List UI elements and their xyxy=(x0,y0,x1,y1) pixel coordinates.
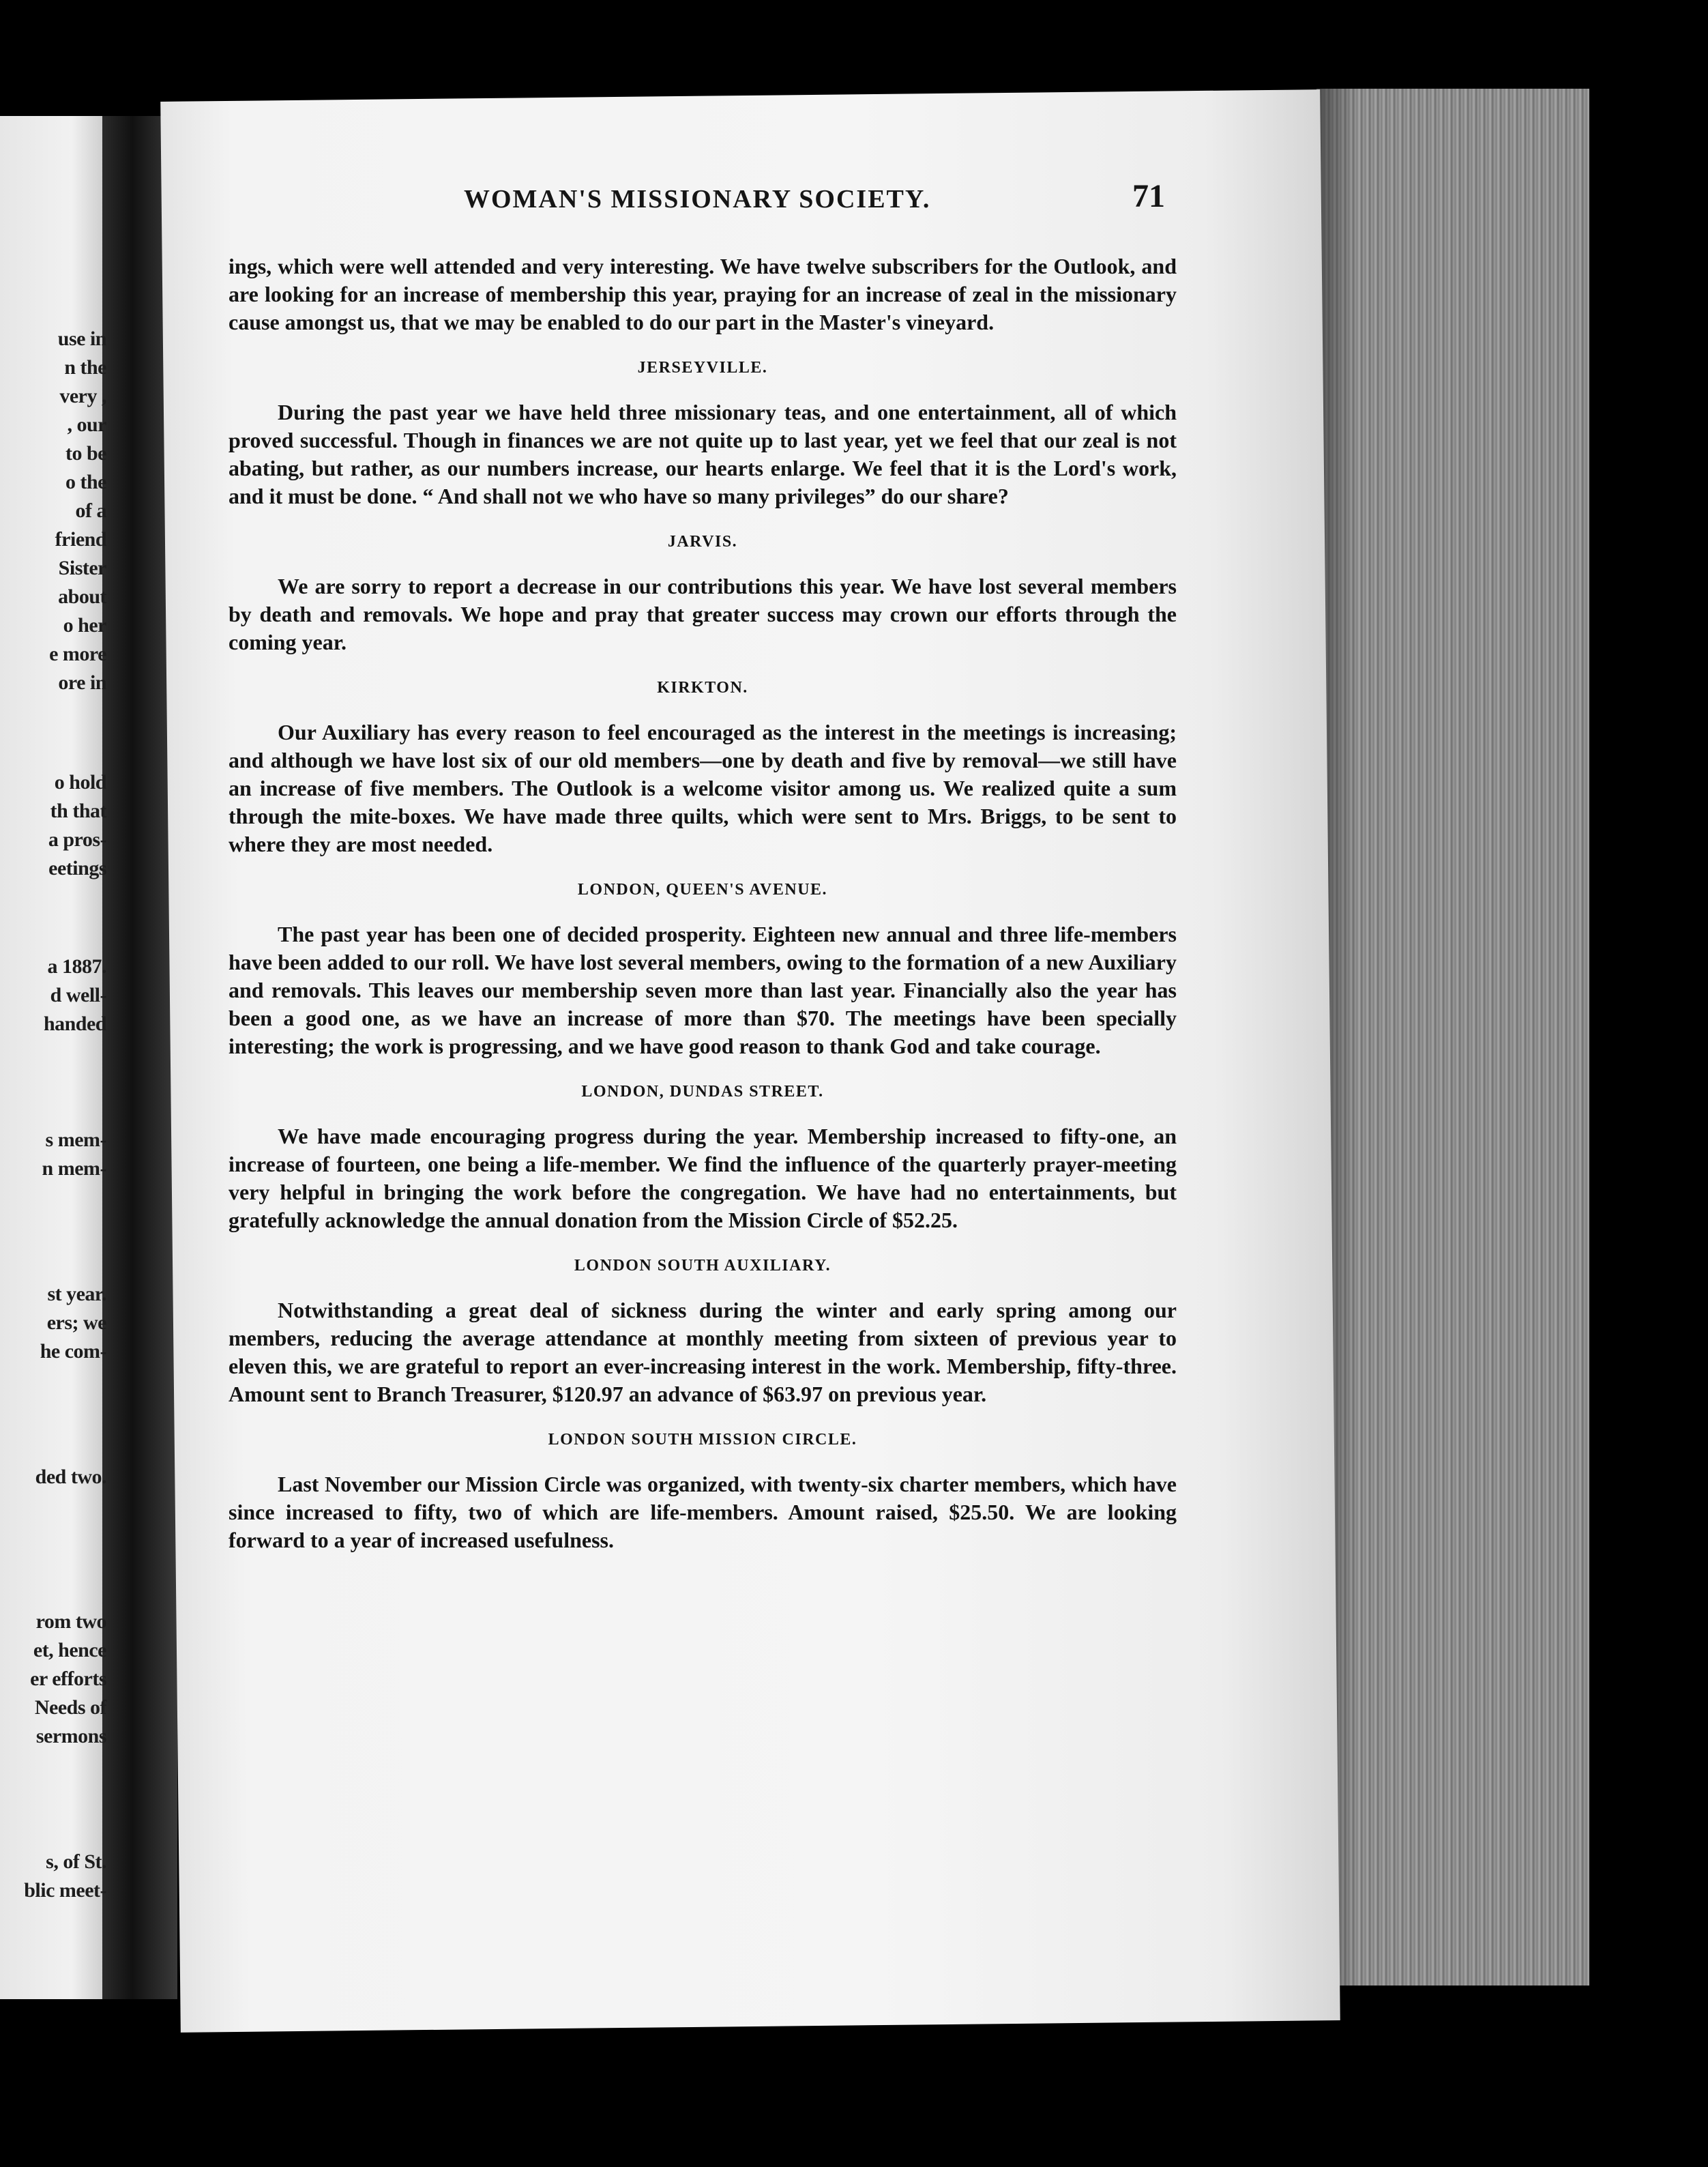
section-heading-london-south-auxiliary: LONDON SOUTH AUXILIARY. xyxy=(574,1257,831,1275)
left-page-line: s, of St. xyxy=(46,1850,106,1873)
section-london-dundas-street-text: We have made encouraging progress during the year. Membership increased to fifty-one, an increase of fourteen, one being a life-member. We find the influence of the quarterly prayer-meeting very helpful in bringing the work before the congregation. We have had no entertainments, but gratefully acknowledge the annual donation from the Mission Circle of $52.25. xyxy=(229,1124,1177,1232)
section-0-text: ings, which were well attended and very interesting. We have twelve subscribers for the Outlook, and are looking for an increase of membership this year, praying for an increase of zeal in the missionary cause amongst us, that we may be enabled to do our part in the Master's vineyard. xyxy=(229,254,1177,334)
left-page-line: blic meet- xyxy=(24,1879,106,1902)
left-page-line: n mem- xyxy=(42,1157,106,1180)
left-page-line: about xyxy=(58,585,106,608)
left-page-line: e more xyxy=(49,643,106,665)
left-page-line: et, hence xyxy=(33,1639,106,1661)
section-heading-jerseyville: JERSEYVILLE. xyxy=(637,359,768,377)
left-page-line: s mem- xyxy=(45,1129,106,1151)
section-heading-jarvis: JARVIS. xyxy=(667,533,738,551)
left-page-line: handed xyxy=(43,1013,106,1035)
section-jarvis-text: We are sorry to report a decrease in our contributions this year. We have lost several members by death and removals. We hope and pray that greater success may crown our efforts through the coming year. xyxy=(229,574,1177,654)
left-page-line: a pros- xyxy=(48,828,106,851)
section-heading-kirkton: KIRKTON. xyxy=(657,679,748,697)
left-page-line: ore in xyxy=(58,671,106,694)
section-london-queens-avenue-text: The past year has been one of decided prosperity. Eighteen new annual and three life-members have been added to our roll. We have lost several members, owing to the formation of a new Auxiliary and removals. This leaves our membership seven more than last year. Financially also the year has been a good one, as we have an increase of more than $70. The meetings have been specially interesting; the work is progressing, and we have good reason to thank God and take courage. xyxy=(229,922,1177,1058)
left-page-line: of a xyxy=(75,499,106,522)
left-page-line: o hold xyxy=(54,771,106,794)
left-page-line: very , xyxy=(59,385,106,407)
left-page-line: ers; we xyxy=(46,1311,106,1334)
section-heading-london-dundas-street: LONDON, DUNDAS STREET. xyxy=(581,1083,824,1101)
left-page-line: he com- xyxy=(40,1340,106,1363)
left-page-line: friend xyxy=(55,528,106,551)
section-kirkton-text: Our Auxiliary has every reason to feel encouraged as the interest in the meetings is increasing; and although we have lost six of our old members—one by death and five by removal—we still have an increase of five members. The Outlook is a welcome visitor among us. We realized quite a sum through the mite-boxes. We have made three quilts, which were sent to Mrs. Briggs, to be sent to where they are most needed. xyxy=(229,720,1177,856)
left-page-line: sermons xyxy=(35,1725,106,1747)
running-title: WOMAN'S MISSIONARY SOCIETY. xyxy=(464,185,931,214)
section-heading-london-queens-avenue: LONDON, QUEEN'S AVENUE. xyxy=(577,881,828,899)
page-header xyxy=(171,178,1166,225)
page-body xyxy=(229,252,1177,1554)
page-number: 71 xyxy=(1132,178,1165,214)
section-jerseyville-text: During the past year we have held three missionary teas, and one entertainment, all of which proved successful. Though in finances we are not quite up to last year, yet we feel that our zeal is not abating, but rather, as our numbers increase, our hearts enlarge. We feel that it is the Lord's work, and it must be done. “ And shall not we who have so many privileges” do our share? xyxy=(229,400,1177,508)
page-edges xyxy=(1316,89,1589,1986)
left-page-line: o her xyxy=(63,614,106,637)
left-page-line: o the xyxy=(65,471,106,493)
left-page-line: st year. xyxy=(47,1283,106,1305)
section-london-south-auxiliary-text: Notwithstanding a great deal of sickness during the winter and early spring among our members, reducing the average attendance at monthly meeting from sixteen of previous year to eleven this, we are grateful to report an ever-increasing interest in the work. Membership, fifty-three. Amount sent to Branch Treasurer, $120.97 an advance of $63.97 on previous year. xyxy=(229,1298,1177,1406)
left-page-line: use in xyxy=(57,328,106,350)
left-page-line: th that xyxy=(50,800,106,822)
left-page-line: eetings xyxy=(48,857,106,879)
left-page-line: n the xyxy=(64,356,106,379)
left-page-line: ded two. xyxy=(35,1466,106,1488)
left-page-line: er efforts xyxy=(30,1668,106,1690)
section-london-south-mission-circle-text: Last November our Mission Circle was organized, with twenty-six charter members, which have since increased to fifty, two of which are life-members. Amount raised, $25.50. We are looking forward to a year of increased usefulness. xyxy=(229,1472,1177,1552)
left-page-line: , our xyxy=(67,413,106,436)
left-page-line: Needs of xyxy=(34,1696,106,1719)
left-page-line: rom two xyxy=(35,1610,106,1633)
left-page-line: Sister xyxy=(58,557,106,579)
left-page-line: a 1887. xyxy=(47,955,106,978)
left-page-line: to be xyxy=(65,442,106,465)
left-page-line: d well- xyxy=(50,984,106,1006)
section-heading-london-south-mission-circle: LONDON SOUTH MISSION CIRCLE. xyxy=(548,1431,857,1449)
